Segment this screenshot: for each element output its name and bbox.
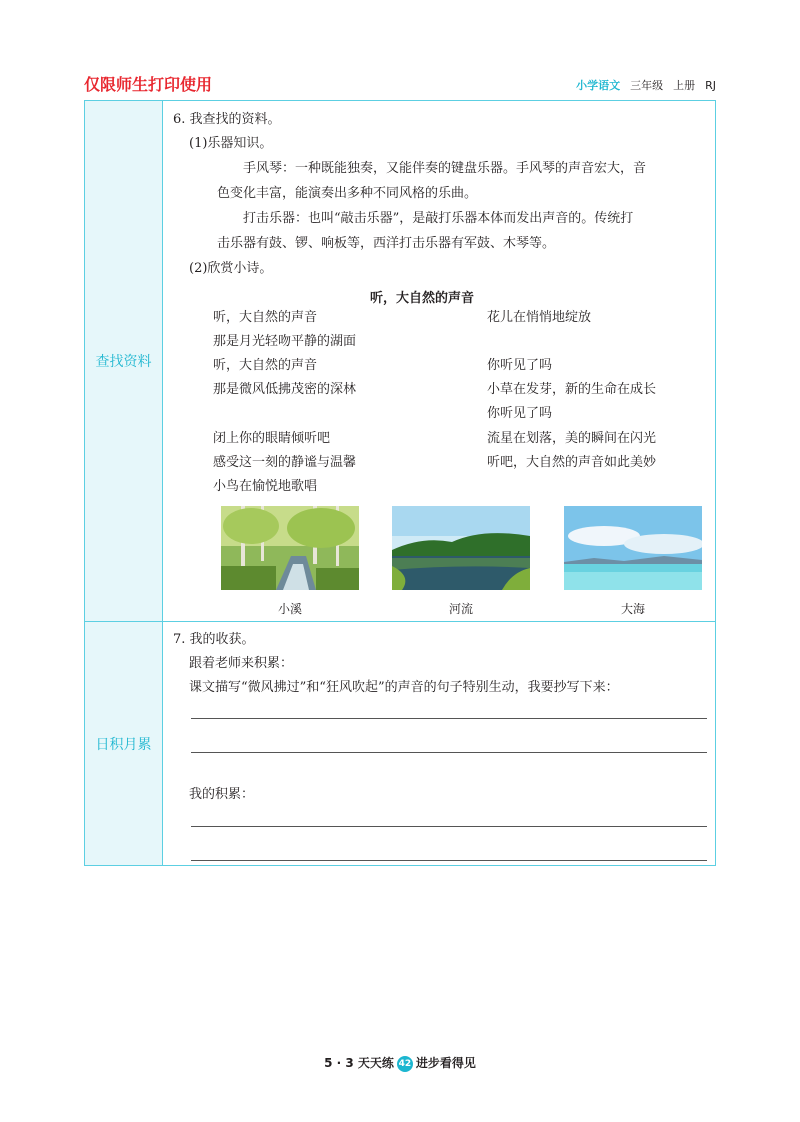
poem-line: 感受这一刻的静谧与温馨 [213,455,357,470]
photo-caption: 小溪 [277,602,302,616]
paragraph-percussion-line1: 打击乐器：也叫“敲击乐器”，是敲打乐器本体而发出声音的。传统打 [243,211,634,226]
answer-line[interactable] [191,860,707,861]
poem-line: 流星在划落，美的瞬间在闪光 [487,431,657,446]
sea-photo [564,506,702,590]
page-number-badge: 42 [397,1056,413,1072]
poem-line: 听吧，大自然的声音如此美妙 [487,455,657,470]
poem-line: 你听见了吗 [487,358,553,373]
poem-line: 闭上你的眼睛倾听吧 [213,431,331,446]
side-label-research: 查找资料 [85,101,163,621]
poem-line: 那是月光轻吻平静的湖面 [213,334,357,349]
answer-line[interactable] [191,826,707,827]
sub-heading-instruments: (1)乐器知识。 [189,136,273,151]
accumulation-content [163,622,715,865]
paragraph-percussion-line2: 击乐器有鼓、锣、响板等，西洋打击乐器有军鼓、木琴等。 [217,236,556,251]
sub-heading-poem: (2)欣赏小诗。 [189,261,273,276]
poem-title: 听，大自然的声音 [370,291,475,306]
poem-line: 那是微风低拂茂密的深林 [213,382,357,397]
paragraph-accordion-line2: 色变化丰富，能演奏出多种不同风格的乐曲。 [217,186,478,201]
watermark-text: 仅限师生打印使用 [84,75,213,94]
subject-label: 小学语文 [576,79,621,92]
book-meta [566,77,716,93]
poem-line: 听，大自然的声音 [213,358,318,373]
footer-brand: 5 · 3 天天练 [324,1056,394,1070]
instruction-copy-sentences: 课文描写“微风拂过”和“狂风吹起”的声音的句子特别生动，我要抄写下来： [189,680,619,695]
page-footer [0,1054,800,1072]
poem-line: 你听见了吗 [487,406,553,421]
worksheet-table [84,100,716,866]
paragraph-accordion-line1: 手风琴：一种既能独奏，又能伴奏的键盘乐器。手风琴的声音宏大，音 [243,161,647,176]
page-header [84,72,716,96]
poem-line: 小鸟在愉悦地歌唱 [213,479,318,494]
stream-photo [221,506,359,590]
volume-label: 上册 [673,79,696,92]
instruction-follow-teacher: 跟着老师来积累： [189,656,294,671]
grade-label: 三年级 [630,79,664,92]
poem-line: 花儿在悄悄地绽放 [487,310,592,325]
edition-label: RJ [705,79,716,92]
answer-line[interactable] [191,718,707,719]
poem-line: 小草在发芽，新的生命在成长 [487,382,657,397]
item-7-title: 7. 我的收获。 [173,632,255,647]
side-label-accumulation: 日积月累 [85,622,163,865]
research-content [163,101,715,621]
my-accumulation-label: 我的积累： [189,787,255,802]
river-photo [392,506,530,590]
answer-line[interactable] [191,752,707,753]
item-6-title: 6. 我查找的资料。 [173,112,281,127]
photo-caption: 大海 [620,602,645,616]
footer-slogan: 进步看得见 [415,1056,476,1070]
poem-line: 听，大自然的声音 [213,310,318,325]
photo-caption: 河流 [448,602,473,616]
